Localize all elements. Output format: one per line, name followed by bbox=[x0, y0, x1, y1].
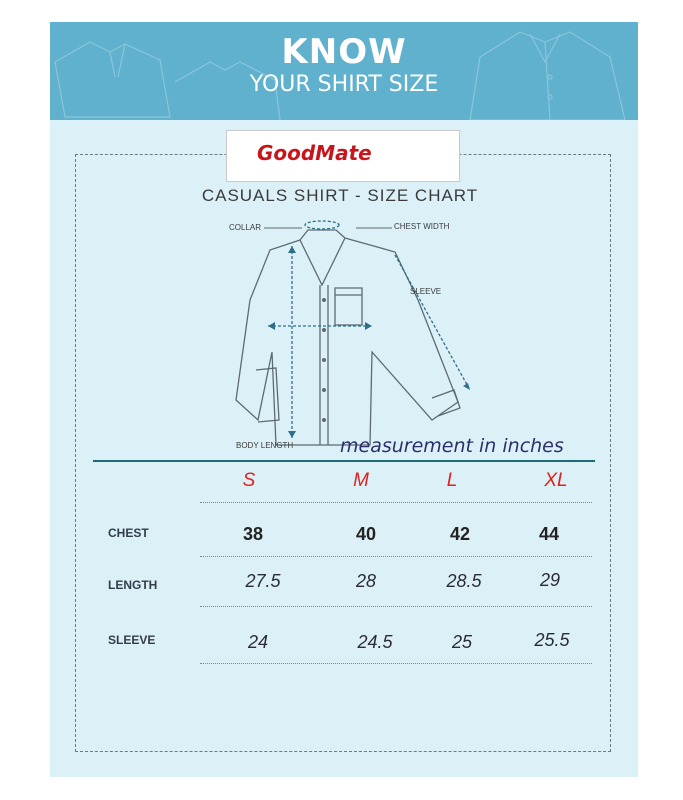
chest-m: 40 bbox=[355, 524, 377, 544]
chest-xl: 44 bbox=[538, 524, 560, 544]
length-xl: 29 bbox=[539, 570, 561, 590]
chest-width-label: CHEST WIDTH bbox=[394, 222, 450, 231]
chest-l: 42 bbox=[449, 524, 471, 544]
collar-label: COLLAR bbox=[229, 223, 262, 232]
table-header-rule bbox=[93, 460, 595, 462]
brand-name: GoodMate bbox=[257, 141, 372, 165]
length-m: 28 bbox=[355, 571, 377, 591]
row-label-chest: CHEST bbox=[108, 526, 149, 540]
size-header-xl: XL bbox=[544, 470, 568, 491]
chart-title: CASUALS SHIRT - SIZE CHART bbox=[201, 186, 479, 205]
size-header-l: L bbox=[446, 470, 458, 491]
sleeve-s: 24 bbox=[247, 632, 269, 652]
sleeve-label: SLEEVE bbox=[410, 287, 442, 296]
row-label-sleeve: SLEEVE bbox=[108, 633, 156, 647]
sleeve-l: 25 bbox=[451, 632, 473, 652]
sleeve-m: 24.5 bbox=[357, 632, 393, 652]
chest-s: 38 bbox=[242, 524, 264, 544]
row-divider bbox=[200, 663, 592, 664]
row-divider bbox=[200, 502, 592, 503]
sleeve-xl: 25.5 bbox=[534, 630, 570, 650]
body-length-label: BODY LENGTH bbox=[236, 441, 294, 450]
row-label-length: LENGTH bbox=[108, 578, 158, 592]
row-divider bbox=[200, 606, 592, 607]
length-s: 27.5 bbox=[245, 571, 281, 591]
row-divider bbox=[200, 556, 592, 557]
banner-subtitle: YOUR SHIRT SIZE bbox=[249, 72, 439, 97]
length-l: 28.5 bbox=[446, 571, 482, 591]
unit-note: measurement in inches bbox=[340, 435, 564, 457]
banner-title: KNOW bbox=[281, 32, 407, 72]
size-header-m: M bbox=[353, 470, 369, 491]
size-header-s: S bbox=[242, 470, 256, 491]
